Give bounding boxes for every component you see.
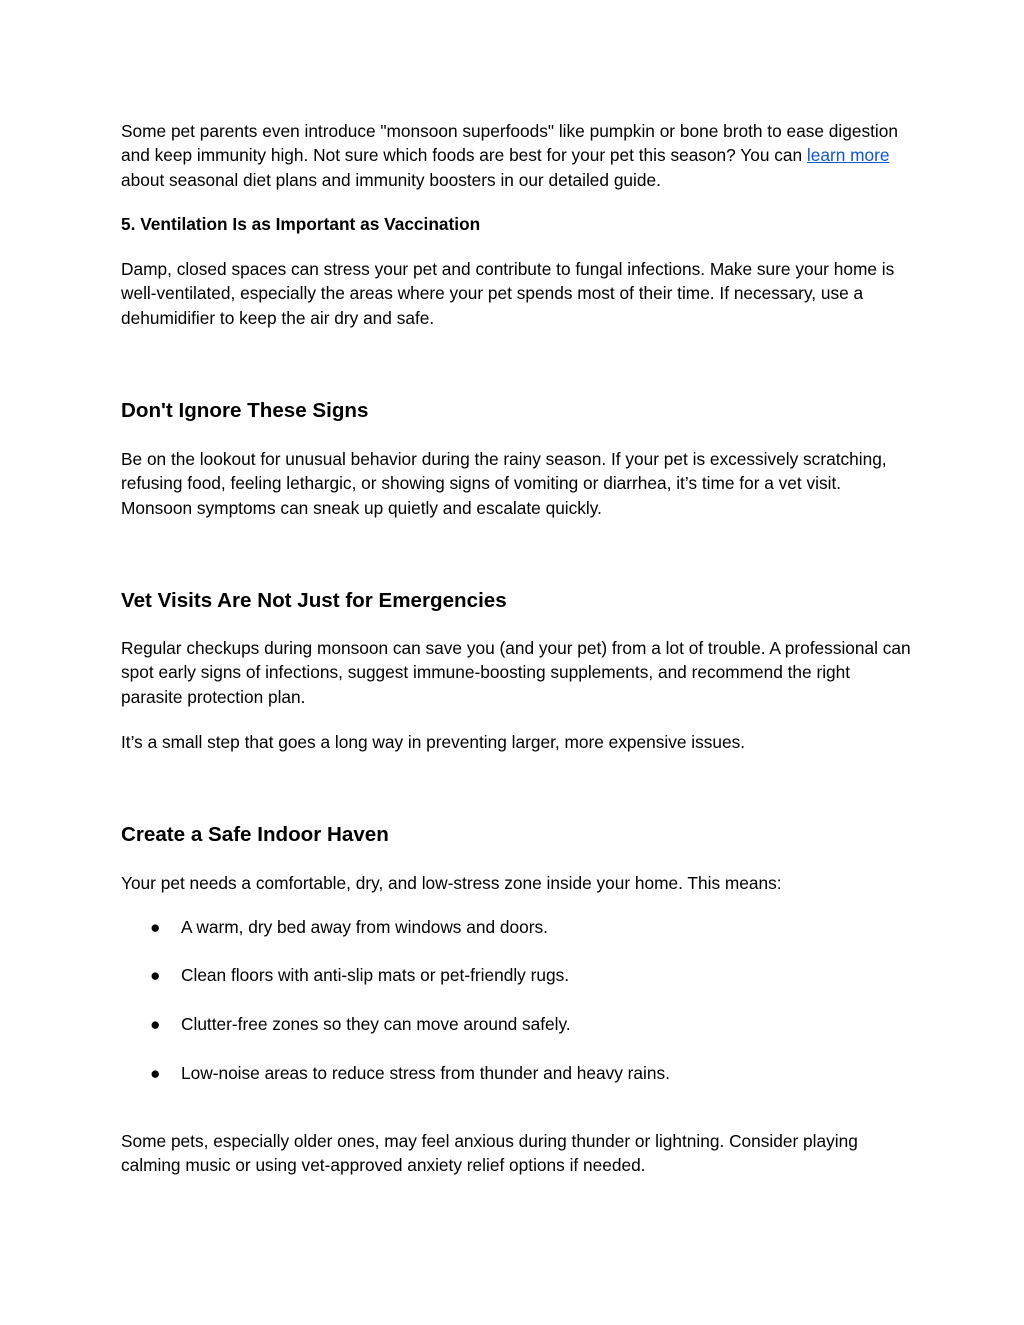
haven-closing-paragraph: Some pets, especially older ones, may feel anxious during thunder or lightning. Consider playing calming music or using vet-approved anxiety relief options if needed. xyxy=(121,1131,858,1176)
signs-paragraph: Be on the lookout for unusual behavior during the rainy season. If your pet is excessively scratching, refusing food, feeling lethargic, or showing signs of vomiting or diarrhea, it’s time for a vet visit. Monsoon symptoms can sneak up quietly and escalate quickly. xyxy=(121,449,887,518)
ventilation-paragraph: Damp, closed spaces can stress your pet and contribute to fungal infections. Make sure your home is well-ventilated, especially the areas where your pet spends most of their time. If necessary, use a dehumidifier to keep the air dry and safe. xyxy=(121,259,895,328)
learn-more-link[interactable]: learn more xyxy=(806,145,890,166)
signs-heading: Don't Ignore These Signs xyxy=(121,399,369,422)
bullet-icon: ● xyxy=(150,917,161,937)
ventilation-heading: 5. Ventilation Is as Important as Vaccination xyxy=(121,214,481,234)
vet-visits-paragraph: Regular checkups during monsoon can save you (and your pet) from a lot of trouble. A professional can spot early signs of infections, suggest immune-boosting supplements, and recommend the right parasite protection plan. xyxy=(121,638,911,707)
haven-heading: Create a Safe Indoor Haven xyxy=(121,823,389,846)
vet-visits-heading: Vet Visits Are Not Just for Emergencies xyxy=(121,589,507,612)
bullet-icon: ● xyxy=(150,1063,161,1083)
list-item-text: Low-noise areas to reduce stress from thunder and heavy rains. xyxy=(181,1063,670,1083)
haven-intro: Your pet needs a comfortable, dry, and low-stress zone inside your home. This means: xyxy=(121,873,782,893)
list-item-text: A warm, dry bed away from windows and doors. xyxy=(181,917,548,937)
intro-text-after-link: about seasonal diet plans and immunity boosters in our detailed guide. xyxy=(121,169,661,190)
list-item-text: Clutter-free zones so they can move around safely. xyxy=(181,1014,571,1034)
intro-text-before-link: Some pet parents even introduce "monsoon superfoods" like pumpkin or bone broth to ease digestion and keep immunity high. Not sure which foods are best for your pet this season? You can xyxy=(121,121,898,166)
intro-paragraph xyxy=(121,119,911,192)
vet-visits-closing: It’s a small step that goes a long way in preventing larger, more expensive issues. xyxy=(121,732,746,752)
bullet-icon: ● xyxy=(150,965,161,985)
bullet-icon: ● xyxy=(150,1014,161,1034)
list-item-text: Clean floors with anti-slip mats or pet-friendly rugs. xyxy=(181,965,570,985)
